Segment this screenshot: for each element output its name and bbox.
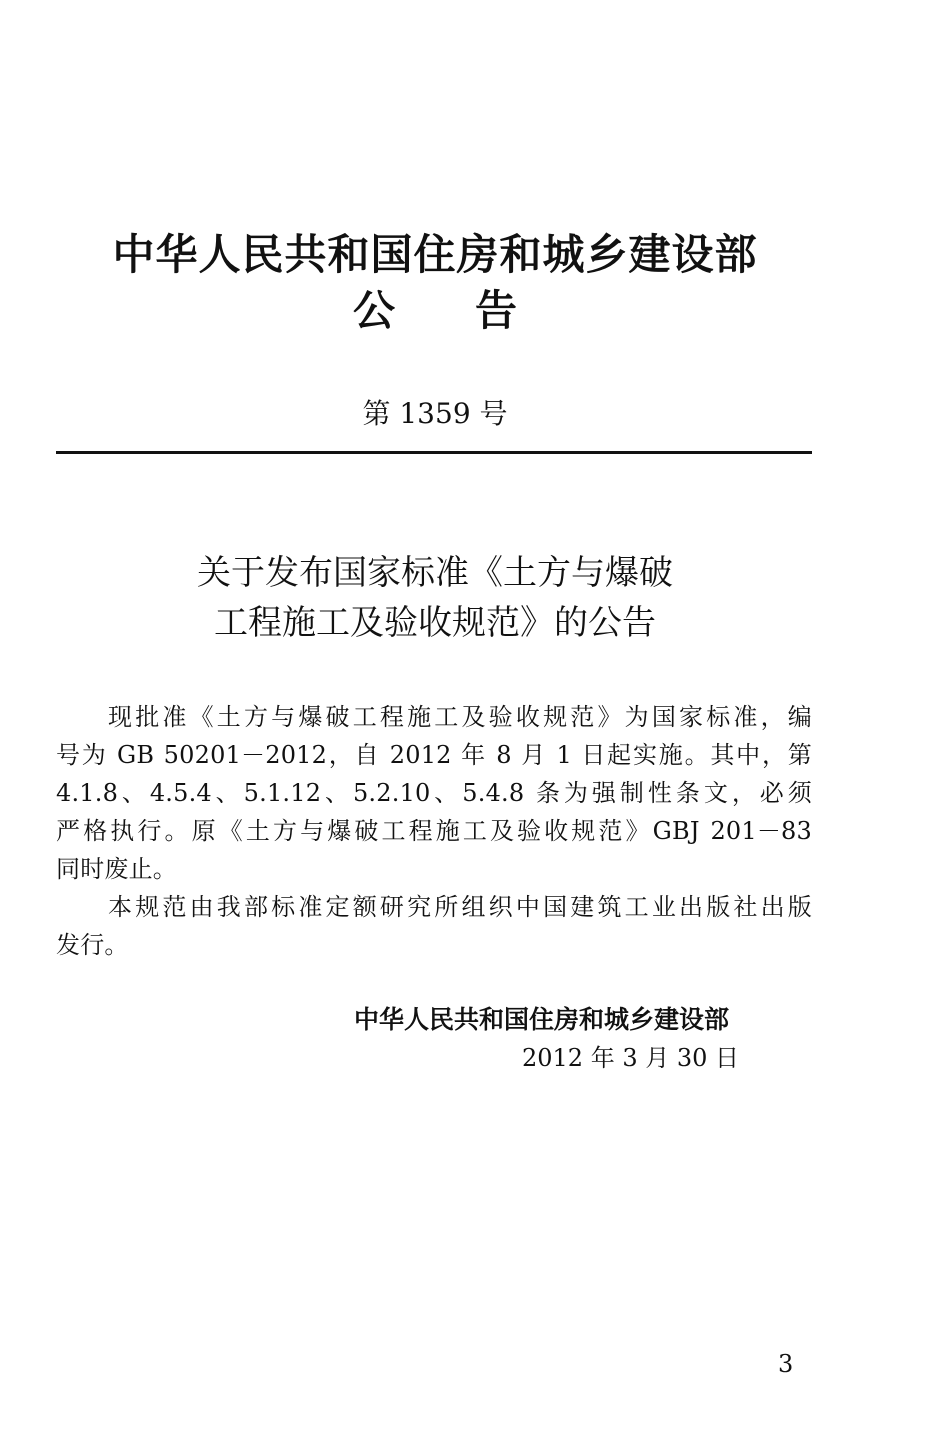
body-line: 现批准《土方与爆破工程施工及验收规范》为国家标准，编: [108, 703, 812, 731]
header-divider: [56, 451, 812, 454]
page-number: 3: [778, 1350, 794, 1378]
notice-title: 公告: [352, 286, 597, 335]
body-line: 同时废止。: [56, 855, 177, 883]
body-line: 严格执行。原《土方与爆破工程施工及验收规范》GBJ 201－83: [56, 817, 812, 845]
body-line: 4.1.8、4.5.4、5.1.12、5.2.10、5.4.8 条为强制性条文，必须: [56, 779, 812, 807]
issuer-signature: 中华人民共和国住房和城乡建设部: [354, 1005, 730, 1034]
subject-title-line-2: 工程施工及验收规范》的公告: [214, 603, 656, 643]
subject-title-line-1: 关于发布国家标准《土方与爆破: [197, 553, 673, 593]
issue-number: 第 1359 号: [362, 397, 508, 430]
issue-date: 2012 年 3 月 30 日: [522, 1044, 740, 1072]
body-line: 号为 GB 50201－2012，自 2012 年 8 月 1 日起实施。其中，第: [56, 741, 812, 769]
body-line: 本规范由我部标准定额研究所组织中国建筑工业出版社出版: [108, 893, 812, 921]
ministry-title: 中华人民共和国住房和城乡建设部: [112, 230, 758, 279]
body-line: 发行。: [56, 931, 129, 959]
